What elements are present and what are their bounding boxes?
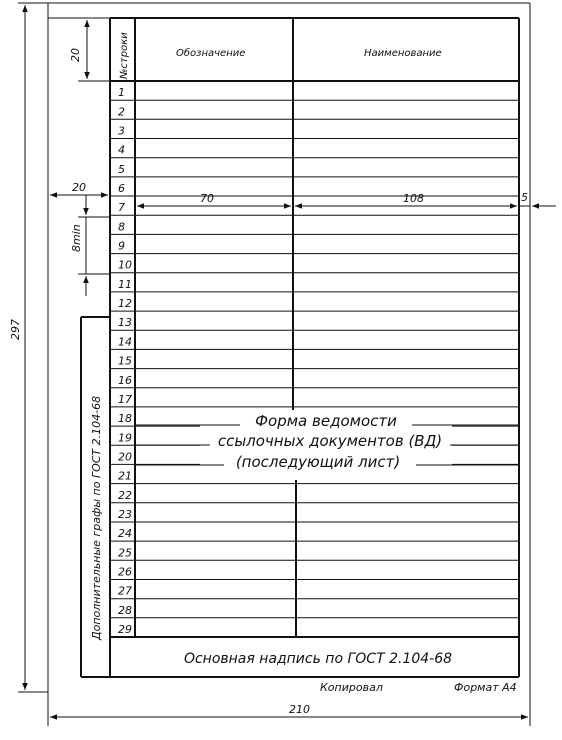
row-number: 14 [118,335,132,349]
row-number: 3 [118,124,125,138]
row-number: 16 [118,373,132,387]
center-note-line-2-text: ссылочных документов (ВД) [217,432,443,450]
row-number: 21 [118,469,132,483]
footer-copied: Копировал [320,681,383,694]
dim-header-height-label: 20 [69,48,82,62]
title-block-label: Основная надпись по ГОСТ 2.104-68 [183,651,453,667]
row-number: 18 [118,412,132,426]
row-number: 23 [118,508,132,521]
row-number: 26 [118,565,132,579]
row-number: 17 [118,392,132,406]
row-number: 11 [118,277,132,291]
row-number: 25 [118,546,132,560]
header-name: Наименование [364,48,442,59]
center-note-line-3-text: (последующий лист) [235,453,401,471]
row-number: 9 [118,239,125,253]
row-number: 8 [118,220,125,234]
footer-format: Формат А4 [454,681,517,694]
row-number: 7 [118,201,125,215]
row-number: 29 [118,623,132,636]
row-number: 12 [118,297,132,311]
row-number: 15 [118,354,132,368]
table-rows [110,86,519,636]
dim-page-height-label: 297 [9,319,22,340]
center-note-line-1-text: Форма ведомости [255,412,397,430]
row-number: 27 [118,584,132,598]
row-number: 20 [118,450,132,464]
row-number: 24 [118,527,132,541]
row-number: 1 [118,86,125,100]
header-designation: Обозначение [176,48,246,59]
row-number: 19 [118,431,132,445]
dim-col-designation-label: 70 [200,192,214,205]
dim-col-name-label: 108 [403,192,424,205]
row-number: 10 [118,258,132,272]
header-row-number: №строки [119,32,130,79]
dim-row-height-label: 8min [70,224,83,252]
row-number: 13 [118,316,132,330]
row-number: 4 [118,143,125,157]
side-panel-label: Дополнительные графы по ГОСТ 2.104-68 [90,395,103,640]
row-number: 28 [118,603,132,617]
row-number: 2 [118,105,125,119]
dim-left-margin-label: 20 [72,181,86,194]
row-number: 6 [118,182,125,195]
dim-page-width-label: 210 [289,703,310,716]
row-number: 5 [118,162,125,176]
dim-right-margin-label: 5 [521,191,528,204]
row-number: 22 [118,488,132,502]
